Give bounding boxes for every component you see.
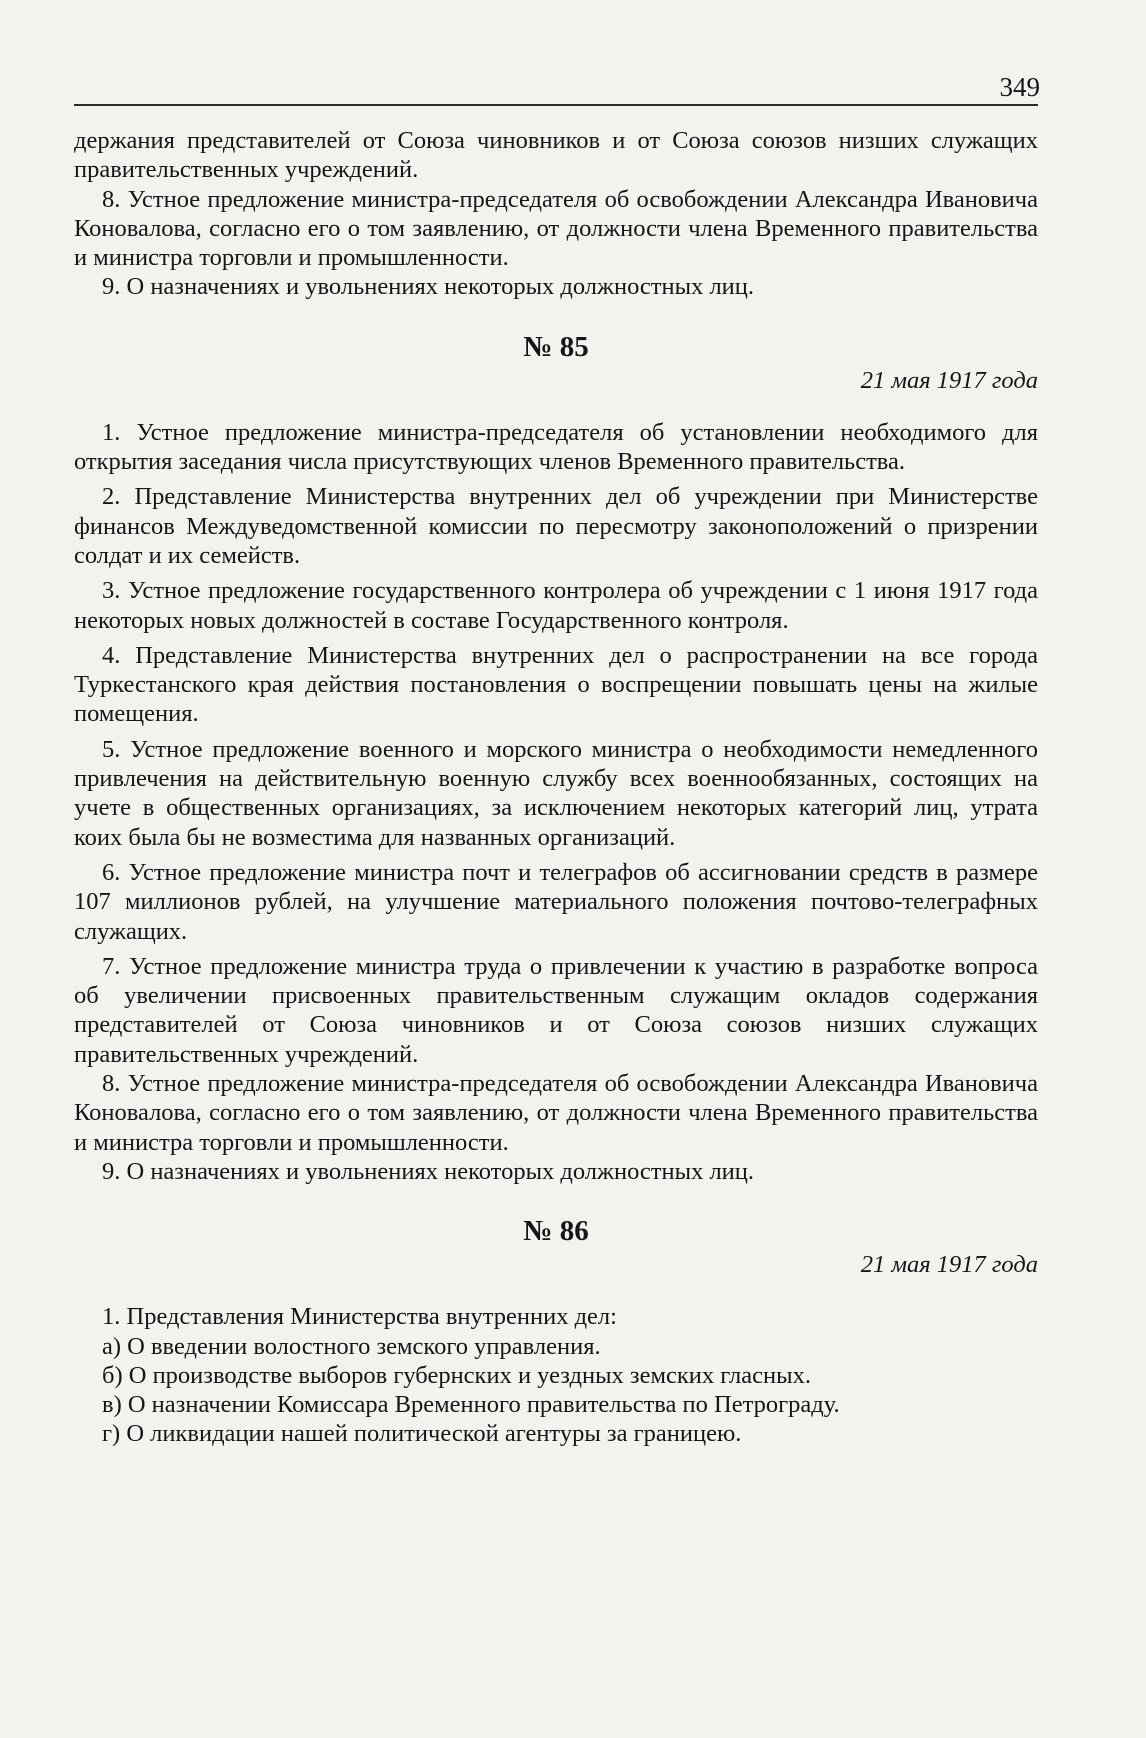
doc-86-date: 21 мая 1917 года bbox=[860, 1251, 1038, 1279]
doc-86-item-1: 1. Представления Министерства внутренних дел: bbox=[102, 1303, 617, 1331]
doc-85-item-8: 8. Устное предложение министра-председателя об освобождении Александра Ивановича Коновалова, согласно его о том заявлению, от должности члена Временного правительства и министра торговли и промышленности. bbox=[74, 1070, 1038, 1156]
doc-85-item-5: 5. Устное предложение военного и морского министра о необходимости немедленного привлечения на действительную военную службу всех военнообязанных, состоящих на учете в общественных организациях, за исключением некоторых категорий лиц, утрата коих была бы не возместима для названных организаций. bbox=[74, 735, 1038, 851]
doc-86-subitem-b: б) О производстве выборов губернских и уездных земских гласных. bbox=[102, 1361, 811, 1389]
header-rule bbox=[74, 104, 1038, 106]
continuation-paragraph: держания представителей от Союза чиновников и от Союза союзов низших служащих правительственных учреждений. bbox=[74, 127, 1038, 184]
doc-85-item-4: 4. Представление Министерства внутренних дел о распространении на все города Туркестанского края действия постановления о воспрещении повышать цены на жилые помещения. bbox=[74, 641, 1038, 728]
doc-85-date: 21 мая 1917 года bbox=[860, 366, 1038, 394]
doc-86-subitem-a: а) О введении волостного земского управления. bbox=[102, 1332, 601, 1360]
doc-85-heading: № 85 bbox=[523, 330, 589, 363]
page-content bbox=[74, 126, 1038, 1449]
doc-86-subitem-d: г) О ликвидации нашей политической агентуры за границею. bbox=[102, 1420, 742, 1448]
doc-85-item-1: 1. Устное предложение министра-председателя об установлении необходимого для открытия заседания числа присутствующих членов Временного правительства. bbox=[74, 418, 1038, 476]
doc-85-item-6: 6. Устное предложение министра почт и телеграфов об ассигновании средств в размере 107 миллионов рублей, на улучшение материального положения почтово-телеграфных служащих. bbox=[74, 858, 1038, 945]
continuation-item-8: 8. Устное предложение министра-председателя об освобождении Александра Ивановича Коновалова, согласно его о том заявлению, от должности члена Временного правительства и министра торговли и промышленности. bbox=[74, 185, 1038, 272]
doc-85-item-9: 9. О назначениях и увольнениях некоторых должностных лиц. bbox=[102, 1157, 755, 1185]
doc-86-heading: № 86 bbox=[523, 1215, 589, 1248]
doc-85-item-2: 2. Представление Министерства внутренних дел об учреждении при Министерстве финансов Междуведомственной комиссии по пересмотру законоположений о призрении солдат и их семейств. bbox=[74, 483, 1038, 569]
doc-86-subitem-c: в) О назначении Комиссара Временного правительства по Петрограду. bbox=[102, 1391, 840, 1419]
continuation-item-9: 9. О назначениях и увольнениях некоторых должностных лиц. bbox=[102, 273, 755, 301]
doc-85-item-3: 3. Устное предложение государственного контролера об учреждении с 1 июня 1917 года некоторых новых должностей в составе Государственного контроля. bbox=[74, 577, 1038, 634]
doc-85-item-7: 7. Устное предложение министра труда о привлечении к участию в разработке вопроса об увеличении присвоенных правительственным служащим окладов содержания представителей от Союза чиновников и от Союза союзов низших служащих правительственных учреждений. bbox=[74, 952, 1038, 1068]
page-number: 349 bbox=[999, 72, 1040, 102]
